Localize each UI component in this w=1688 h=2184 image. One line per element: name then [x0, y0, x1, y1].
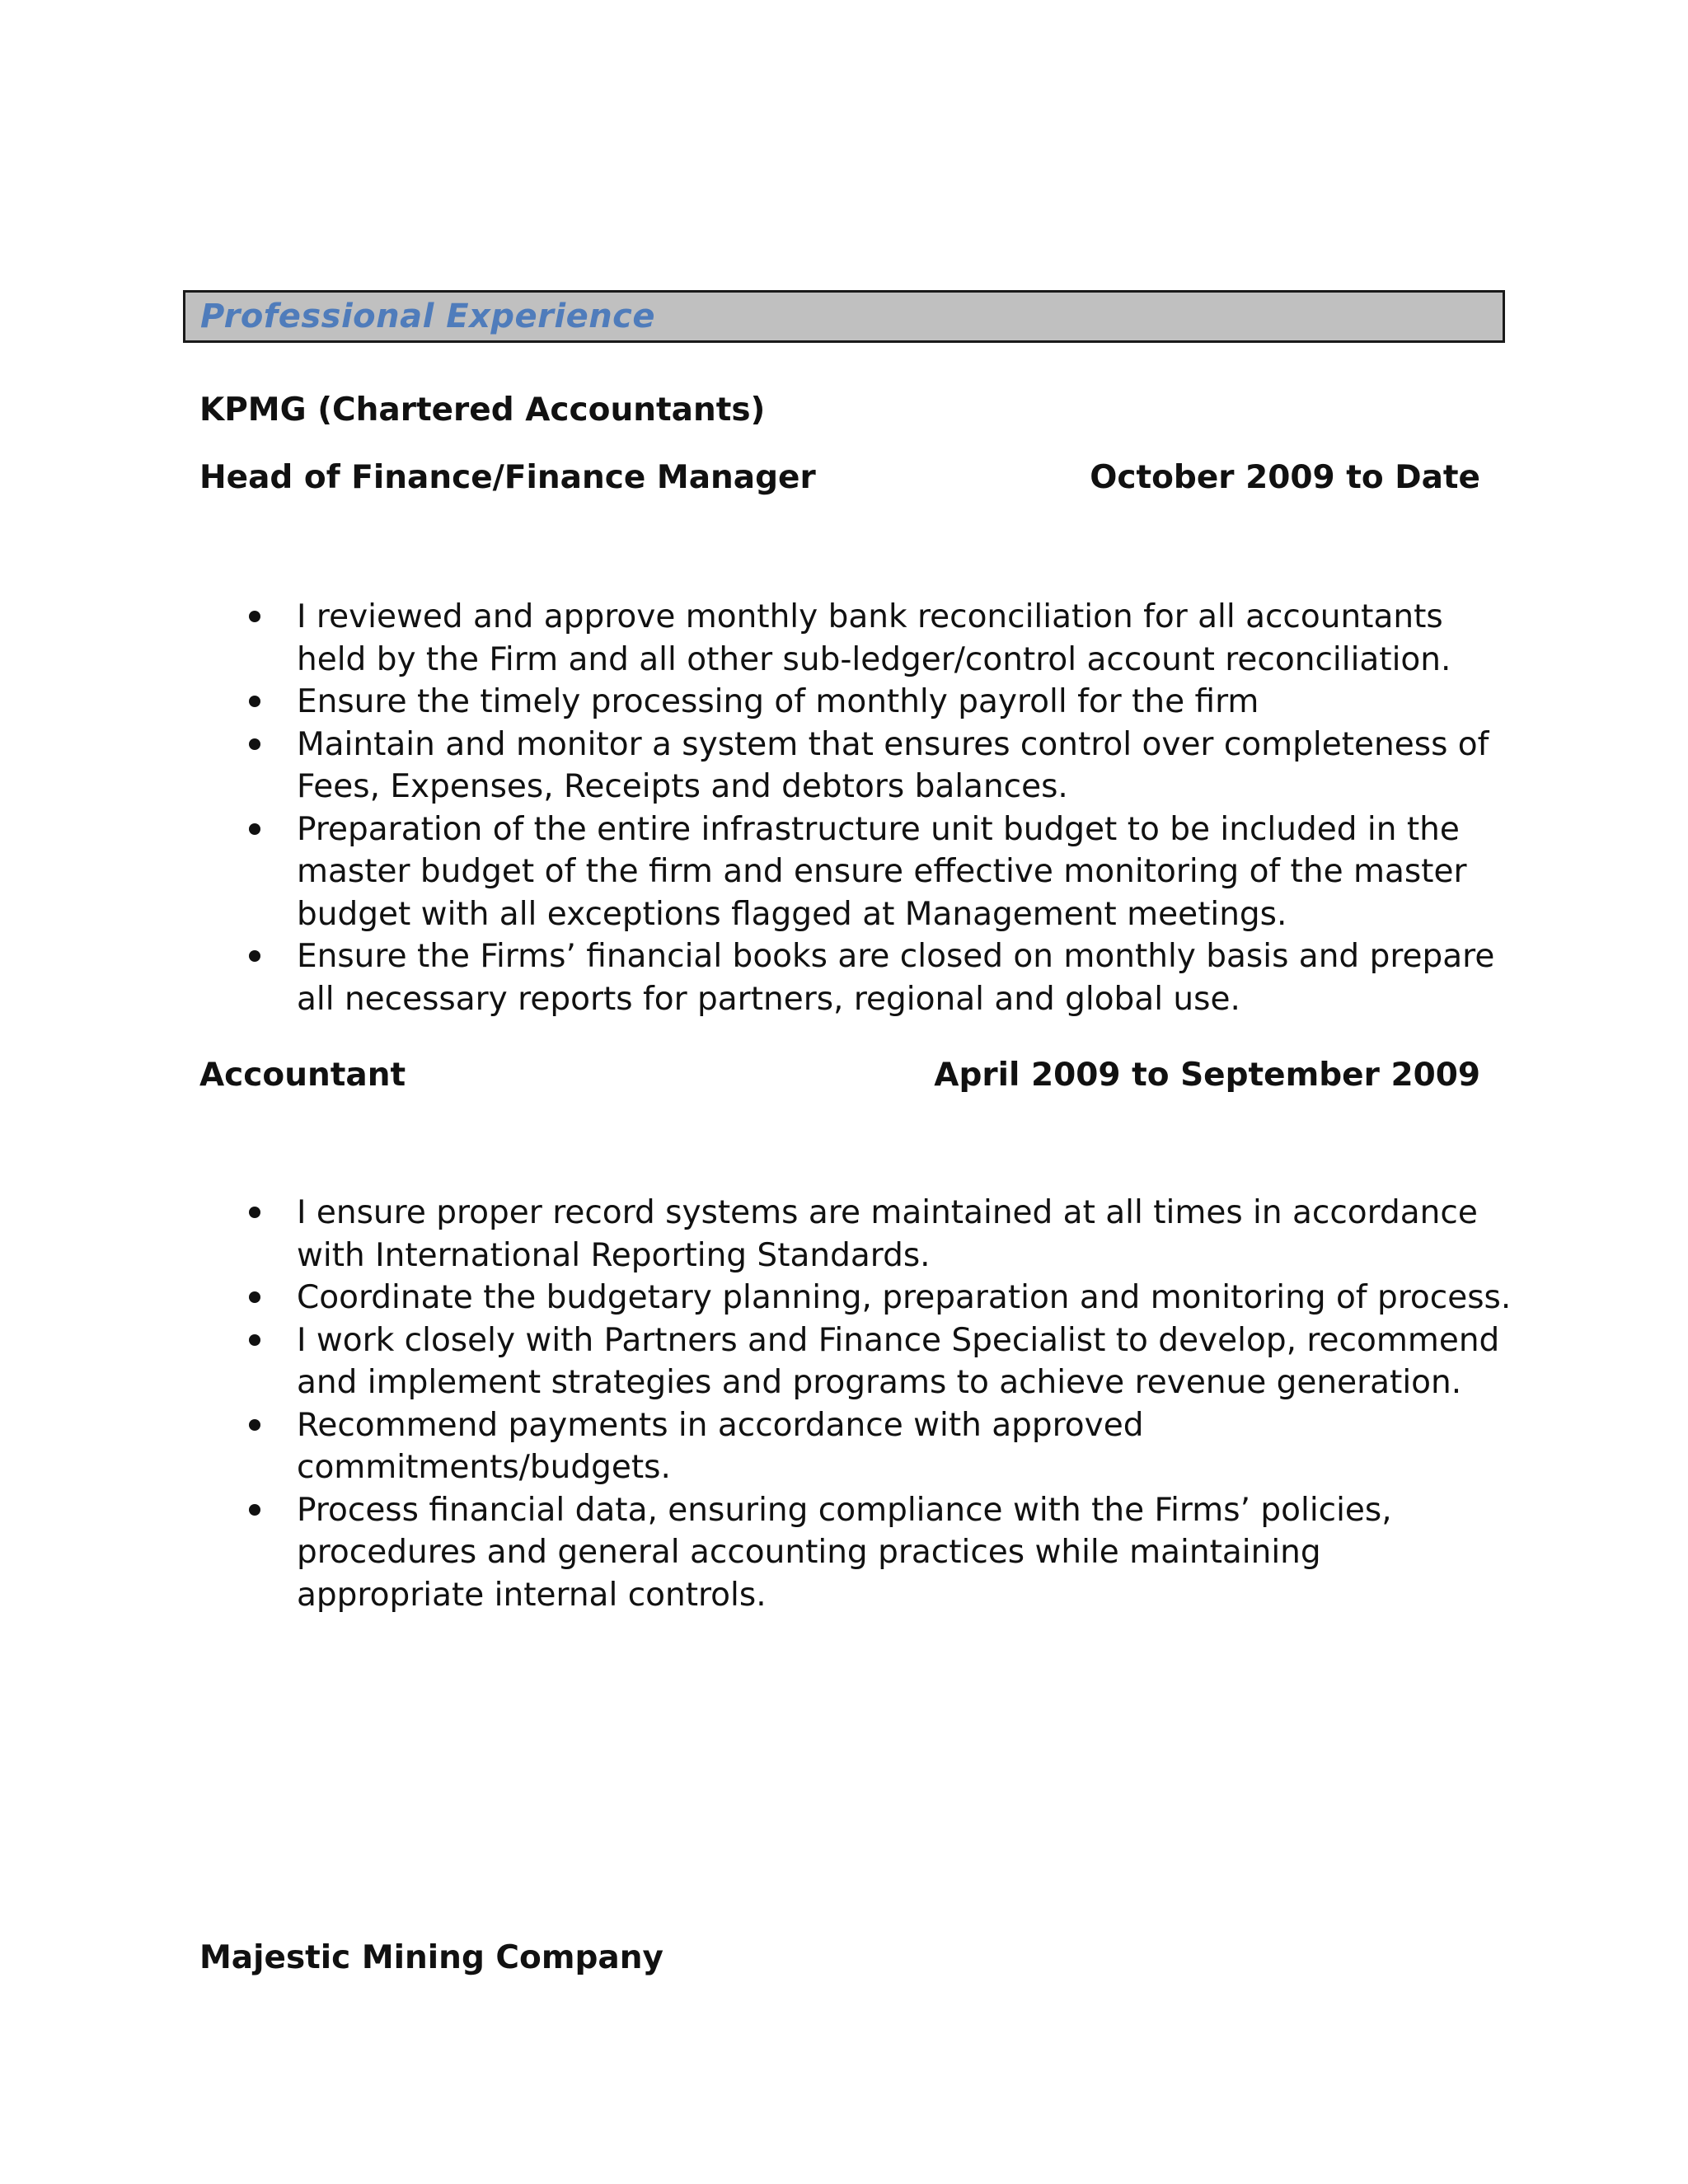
- company-name: Majestic Mining Company: [199, 1939, 663, 1976]
- bullet-dot-icon: [249, 1419, 260, 1431]
- list-item: [199, 681, 1517, 724]
- list-item: [199, 1192, 1517, 1277]
- list-item: [199, 1277, 1517, 1319]
- list-item: [199, 808, 1517, 936]
- bullet-text: Recommend payments in accordance with approved commitments/budgets.: [297, 1406, 1144, 1486]
- bullet-text: I reviewed and approve monthly bank reconciliation for all accountants held by the Firm and all other sub-ledger/control account reconciliation.: [297, 598, 1451, 678]
- section-title: Professional Experience: [200, 298, 656, 335]
- section-header-bar: [183, 290, 1505, 343]
- bullet-text: Ensure the Firms’ financial books are closed on monthly basis and prepare all necessary reports for partners, regional and global use.: [297, 938, 1495, 1018]
- role-title: Head of Finance/Finance Manager: [199, 459, 816, 496]
- bullet-dot-icon: [249, 1504, 260, 1516]
- bullet-text: Preparation of the entire infrastructure unit budget to be included in the master budget of the firm and ensure effective monitoring of the master budget with all exceptions flagged at Management meetings.: [297, 810, 1467, 933]
- role-dates: October 2009 to Date: [1090, 459, 1480, 496]
- bullet-dot-icon: [249, 696, 260, 707]
- list-item: [199, 724, 1517, 808]
- role-title: Accountant: [199, 1057, 406, 1094]
- bullet-list: [199, 1192, 1512, 1616]
- bullet-dot-icon: [249, 611, 260, 622]
- bullet-text: Ensure the timely processing of monthly payroll for the firm: [297, 683, 1259, 720]
- bullet-dot-icon: [249, 823, 260, 835]
- bullet-dot-icon: [249, 1334, 260, 1346]
- list-item: [199, 1489, 1517, 1617]
- bullet-text: Coordinate the budgetary planning, preparation and monitoring of process.: [297, 1279, 1512, 1316]
- bullet-text: I work closely with Partners and Finance Specialist to develop, recommend and implement strategies and programs to achieve revenue generation.: [297, 1321, 1500, 1401]
- bullet-dot-icon: [249, 1207, 260, 1218]
- list-item: [199, 596, 1517, 681]
- bullet-dot-icon: [249, 1291, 260, 1303]
- role-dates: April 2009 to September 2009: [934, 1057, 1480, 1094]
- list-item: [199, 1404, 1517, 1489]
- company-name: KPMG (Chartered Accountants): [199, 391, 766, 429]
- list-item: [199, 935, 1517, 1020]
- bullet-dot-icon: [249, 950, 260, 962]
- bullet-text: Process financial data, ensuring compliance with the Firms’ policies, procedures and general accounting practices while maintaining appropriate internal controls.: [297, 1491, 1392, 1614]
- bullet-text: I ensure proper record systems are maintained at all times in accordance with International Reporting Standards.: [297, 1194, 1478, 1274]
- bullet-dot-icon: [249, 738, 260, 750]
- bullet-list: [199, 596, 1502, 1020]
- list-item: [199, 1319, 1517, 1404]
- bullet-text: Maintain and monitor a system that ensures control over completeness of Fees, Expenses, Receipts and debtors balances.: [297, 725, 1489, 805]
